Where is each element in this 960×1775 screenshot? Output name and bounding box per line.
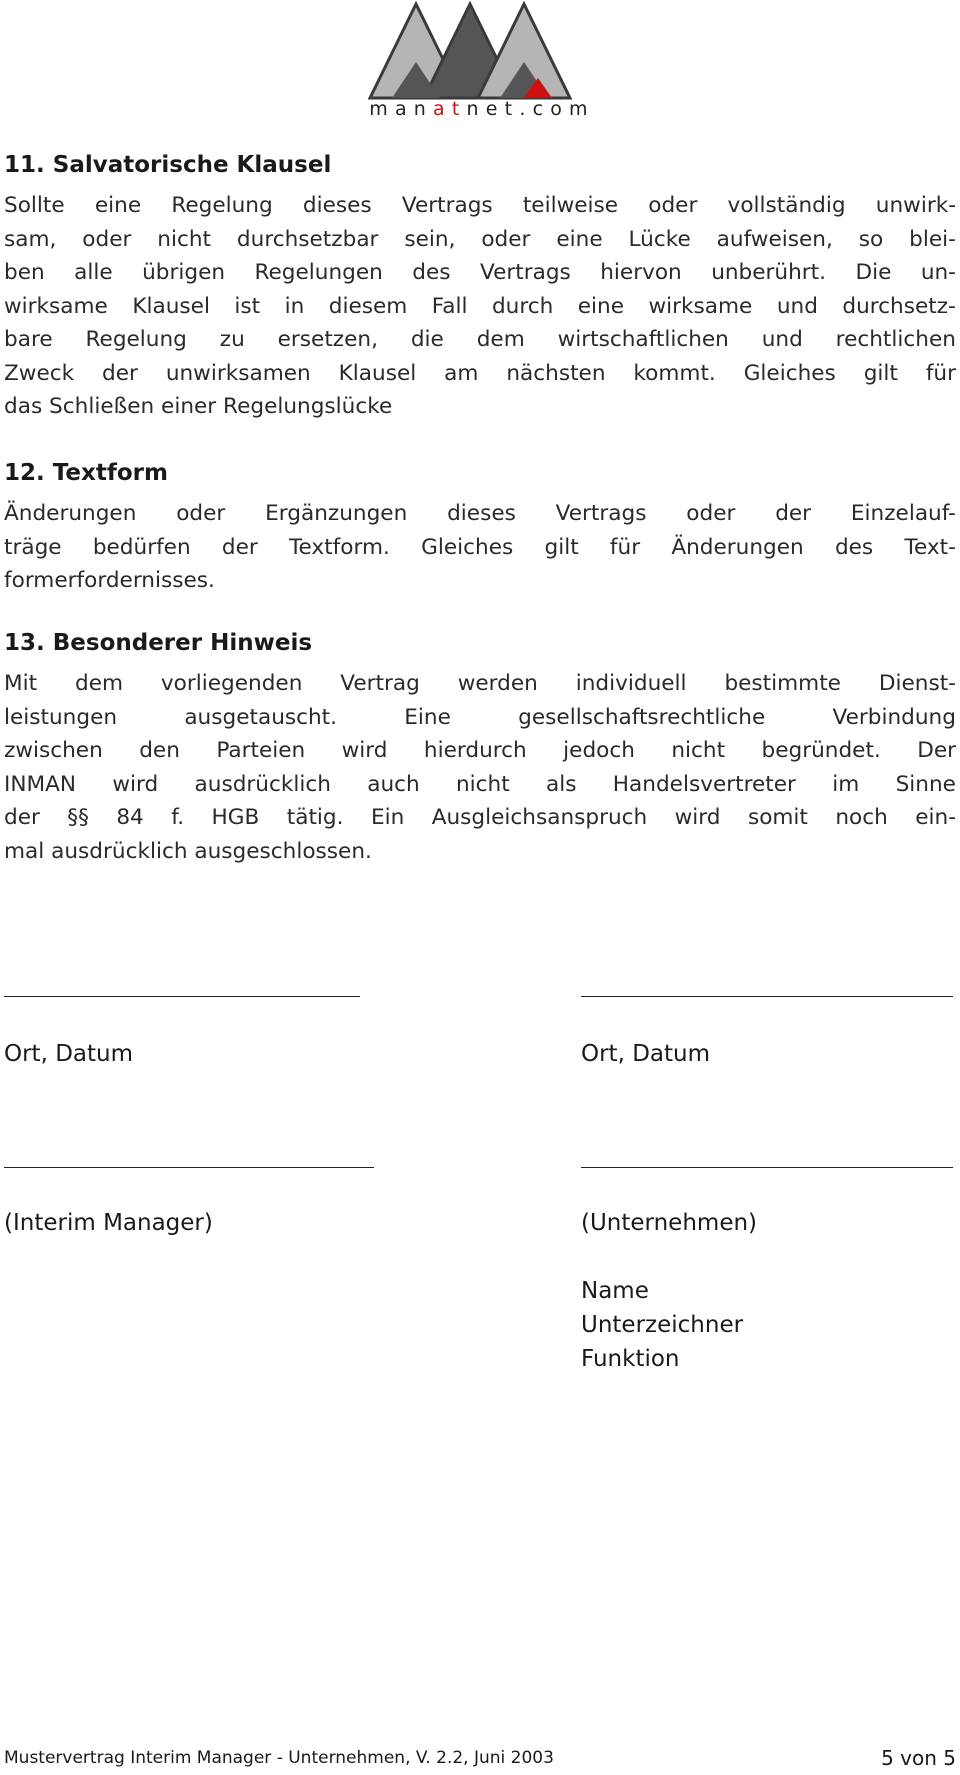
- section-body: [4, 667, 956, 868]
- word: Vertrags: [401, 193, 493, 218]
- word: tätig.: [286, 805, 344, 830]
- body-line: [4, 734, 956, 768]
- word: wird: [341, 738, 388, 763]
- word: oder: [176, 501, 226, 526]
- word: eine: [94, 193, 142, 218]
- signatory-function-label: Funktion: [581, 1346, 680, 1372]
- word: ausdrücklich: [194, 771, 331, 797]
- word: am: [444, 360, 479, 386]
- word: ersetzen,: [277, 327, 378, 352]
- word: ein-: [915, 805, 956, 830]
- footer-document-title: Mustervertrag Interim Manager - Unternehmen, V. 2.2, Juni 2003: [4, 1748, 554, 1768]
- body-line: [4, 290, 956, 324]
- body-line: [4, 497, 956, 531]
- signature-line-interim-manager: [4, 1167, 374, 1168]
- signatory-name-label: Name: [581, 1278, 649, 1304]
- word: Eine: [404, 704, 451, 730]
- body-line: [4, 667, 956, 701]
- word: Dienst-: [878, 671, 956, 696]
- word: werden: [457, 671, 538, 696]
- word: Änderungen: [671, 534, 804, 560]
- word: Vertrags: [555, 501, 647, 526]
- mountains-logo-graphic: [368, 0, 596, 100]
- word: wird: [112, 771, 159, 797]
- word: begründet.: [761, 738, 881, 763]
- word: vollständig: [727, 193, 846, 218]
- word: Ausgleichsanspruch: [431, 805, 648, 830]
- interim-manager-label: (Interim Manager): [4, 1210, 213, 1236]
- word: kommt.: [633, 360, 716, 386]
- word: so: [858, 226, 884, 252]
- word: f.: [171, 805, 185, 830]
- word: in: [284, 293, 305, 319]
- word: durch: [491, 293, 554, 319]
- word: des: [834, 534, 874, 560]
- section-salvatorische-klausel: [4, 150, 956, 424]
- word: träge: [4, 534, 62, 560]
- word: unberührt.: [711, 260, 827, 285]
- word: Gleiches: [421, 534, 514, 560]
- word: wirksame: [4, 293, 108, 319]
- word: nicht: [671, 738, 726, 763]
- body-line: [4, 701, 956, 735]
- word: ist: [234, 293, 261, 319]
- word: hiervon: [600, 260, 682, 285]
- word: Einzelauf-: [850, 501, 956, 526]
- section-heading: 13. Besonderer Hinweis: [4, 630, 313, 656]
- word: der: [775, 501, 812, 526]
- body-line: [4, 223, 956, 257]
- word: bare: [4, 327, 53, 352]
- word: Die: [855, 260, 892, 285]
- word: bedürfen: [92, 534, 191, 560]
- word: §§: [67, 805, 89, 830]
- word: Regelung: [85, 327, 187, 352]
- word: für: [925, 360, 956, 386]
- word: Parteien: [216, 738, 306, 763]
- word: aufweisen,: [716, 226, 833, 252]
- word: nächsten: [506, 360, 606, 386]
- word: Vertrag: [340, 671, 420, 696]
- word: auch: [367, 771, 420, 797]
- body-line: [4, 531, 956, 565]
- word: Sollte: [4, 193, 65, 218]
- section-heading: 12. Textform: [4, 460, 168, 486]
- logo-wordmark: manatnet.com: [369, 98, 595, 120]
- word: Gleiches: [743, 360, 836, 386]
- word: gilt: [544, 534, 579, 560]
- word: Sinne: [895, 771, 956, 797]
- word: HGB: [211, 805, 260, 830]
- body-line: [4, 801, 956, 835]
- word: Regelung: [171, 193, 273, 218]
- word: Handelsvertreter: [612, 771, 796, 797]
- word: jedoch: [563, 738, 635, 763]
- word: vorliegenden: [160, 671, 303, 696]
- word: leistungen: [4, 704, 118, 730]
- word: übrigen: [142, 260, 226, 285]
- word: alle: [74, 260, 113, 285]
- word: durchsetzbar: [236, 226, 379, 252]
- word: Ein: [370, 805, 405, 830]
- word: ben: [4, 260, 45, 285]
- signature-line-unternehmen: [581, 1167, 953, 1168]
- right-place-date-label: Ort, Datum: [581, 1041, 711, 1067]
- word: der: [4, 805, 40, 830]
- body-line: [4, 256, 956, 290]
- word: im: [832, 771, 860, 797]
- word: Mit: [4, 671, 38, 696]
- word: sein,: [404, 226, 456, 252]
- word: Textform.: [289, 534, 390, 560]
- section-textform: [4, 458, 956, 598]
- word: bestimmte: [724, 671, 841, 696]
- word: nicht: [157, 226, 212, 252]
- word: Der: [917, 738, 956, 763]
- word: dieses: [302, 193, 372, 218]
- word: als: [546, 771, 577, 797]
- word: hierdurch: [423, 738, 527, 763]
- body-line: formerfordernisses.: [4, 568, 215, 593]
- word: oder: [686, 501, 736, 526]
- word: und: [776, 293, 818, 319]
- word: durchsetz-: [842, 293, 956, 319]
- word: diesem: [328, 293, 408, 319]
- word: Zweck: [4, 360, 75, 386]
- word: den: [139, 738, 180, 763]
- company-logo: [368, 0, 596, 124]
- word: eine: [577, 293, 625, 319]
- word: Regelungen: [254, 260, 383, 285]
- word: der: [221, 534, 258, 560]
- word: oder: [82, 226, 132, 252]
- left-place-date-label: Ort, Datum: [4, 1041, 134, 1067]
- word: rechtlichen: [835, 327, 956, 352]
- word: oder: [481, 226, 531, 252]
- word: für: [609, 534, 641, 560]
- body-line: [4, 323, 956, 357]
- word: die: [410, 327, 444, 352]
- word: gesellschaftsrechtliche: [518, 704, 766, 730]
- word: dem: [476, 327, 525, 352]
- word: zu: [219, 327, 245, 352]
- word: Vertrags: [479, 260, 571, 285]
- word: dem: [74, 671, 124, 696]
- signature-line-left-place-date: [4, 996, 360, 997]
- word: teilweise: [522, 193, 619, 218]
- word: unwirksamen: [165, 360, 311, 386]
- section-besonderer-hinweis: [4, 628, 956, 868]
- word: un-: [920, 260, 956, 285]
- body-line: das Schließen einer Regelungslücke: [4, 394, 393, 419]
- section-body: [4, 189, 956, 424]
- word: des: [412, 260, 451, 285]
- word: Lücke: [628, 226, 691, 252]
- word: nicht: [456, 771, 510, 797]
- word: noch: [835, 805, 888, 830]
- word: oder: [648, 193, 698, 218]
- word: gilt: [863, 360, 898, 386]
- word: blei-: [909, 226, 956, 252]
- body-line: [4, 189, 956, 223]
- body-line: mal ausdrücklich ausgeschlossen.: [4, 838, 372, 864]
- unternehmen-label: (Unternehmen): [581, 1210, 758, 1236]
- word: Fall: [431, 293, 468, 319]
- body-line: [4, 768, 956, 802]
- footer-page-number: 5 von 5: [881, 1746, 956, 1770]
- section-body: [4, 497, 956, 598]
- word: und: [761, 327, 803, 352]
- body-line: [4, 357, 956, 391]
- word: Text-: [904, 534, 956, 560]
- word: Verbindung: [832, 704, 956, 730]
- word: somit: [747, 805, 808, 830]
- word: ausgetauscht.: [184, 704, 338, 730]
- section-heading: 11. Salvatorische Klausel: [4, 152, 332, 178]
- word: Ergänzungen: [265, 501, 408, 526]
- word: 84: [116, 805, 144, 830]
- signature-line-right-place-date: [581, 996, 953, 997]
- word: wirksame: [648, 293, 753, 319]
- word: wirtschaftlichen: [557, 327, 729, 352]
- word: dieses: [447, 501, 516, 526]
- word: Änderungen: [4, 501, 137, 526]
- word: sam,: [4, 226, 57, 252]
- word: eine: [556, 226, 603, 252]
- word: zwischen: [4, 738, 103, 763]
- word: wird: [674, 805, 721, 830]
- word: Klausel: [132, 293, 210, 319]
- word: der: [102, 360, 138, 386]
- word: individuell: [575, 671, 687, 696]
- signatory-title-label: Unterzeichner: [581, 1312, 744, 1338]
- word: Klausel: [338, 360, 417, 386]
- word: unwirk-: [875, 193, 956, 218]
- word: INMAN: [4, 771, 77, 797]
